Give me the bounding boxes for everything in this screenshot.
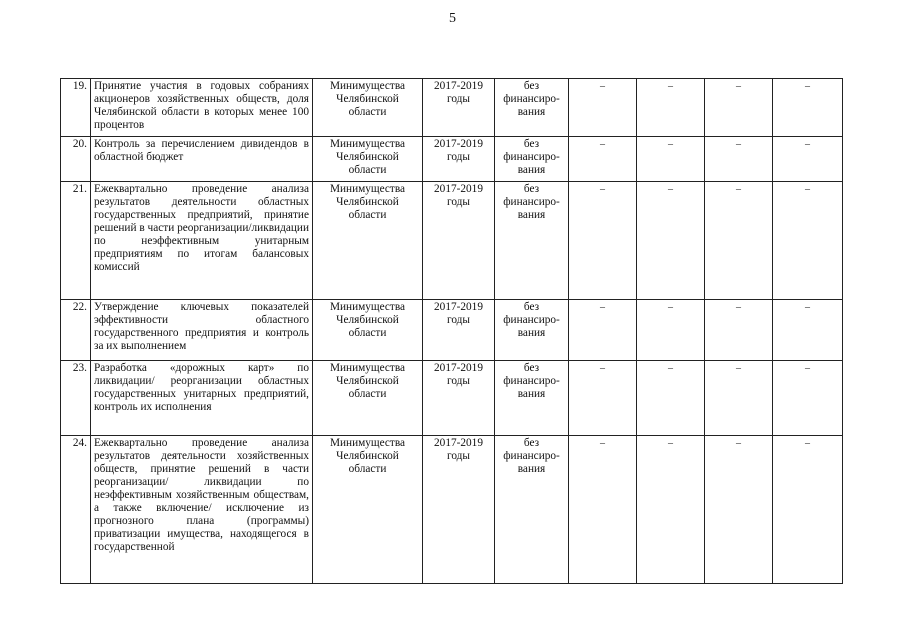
period: 2017-2019 годы: [423, 361, 495, 436]
dash-value: –: [736, 438, 741, 449]
dash-value: –: [736, 81, 741, 92]
dash-value: –: [668, 81, 673, 92]
dash-value: –: [600, 302, 605, 313]
dash-value: –: [668, 363, 673, 374]
row-number: 23.: [61, 361, 91, 436]
financing: без финансиро-вания: [495, 436, 569, 584]
dash-value: –: [736, 363, 741, 374]
period: 2017-2019 годы: [423, 300, 495, 361]
dash-value: –: [736, 139, 741, 150]
period: 2017-2019 годы: [423, 137, 495, 182]
executor: Минимущества Челябинской области: [313, 137, 423, 182]
table-row: [61, 79, 843, 137]
dash-value: –: [805, 363, 810, 374]
period: 2017-2019 годы: [423, 79, 495, 137]
table-row: [61, 182, 843, 300]
page-number: 5: [449, 11, 456, 26]
measure-name: Принятие участия в годовых собраниях акционеров хозяйственных обществ, доля Челябинской области в которых менее 100 процентов: [91, 79, 313, 137]
row-number: 19.: [61, 79, 91, 137]
financing: без финансиро-вания: [495, 300, 569, 361]
dash-value: –: [600, 139, 605, 150]
dash-value: –: [600, 81, 605, 92]
dash-value: –: [668, 302, 673, 313]
dash-value: –: [736, 184, 741, 195]
measures-table: [60, 78, 843, 584]
dash-value: –: [600, 363, 605, 374]
executor: Минимущества Челябинской области: [313, 300, 423, 361]
dash-value: –: [600, 184, 605, 195]
financing: без финансиро-вания: [495, 79, 569, 137]
dash-value: –: [668, 438, 673, 449]
financing: без финансиро-вания: [495, 182, 569, 300]
executor: Минимущества Челябинской области: [313, 361, 423, 436]
financing: без финансиро-вания: [495, 361, 569, 436]
measure-name: Утверждение ключевых показателей эффективности областного государственного предприятия и контроль за их выполнением: [91, 300, 313, 361]
dash-value: –: [668, 139, 673, 150]
dash-value: –: [805, 184, 810, 195]
row-number: 24.: [61, 436, 91, 584]
row-number: 21.: [61, 182, 91, 300]
financing: без финансиро-вания: [495, 137, 569, 182]
executor: Минимущества Челябинской области: [313, 436, 423, 584]
table-row: [61, 436, 843, 584]
dash-value: –: [600, 438, 605, 449]
measure-name: Контроль за перечислением дивидендов в областной бюджет: [91, 137, 313, 182]
period: 2017-2019 годы: [423, 182, 495, 300]
executor: Минимущества Челябинской области: [313, 79, 423, 137]
row-number: 22.: [61, 300, 91, 361]
dash-value: –: [668, 184, 673, 195]
measure-name: Разработка «дорожных карт» по ликвидации/ реорганизации областных государственных унитарных предприятий, контроль их исполнения: [91, 361, 313, 436]
row-number: 20.: [61, 137, 91, 182]
table-row: [61, 137, 843, 182]
dash-value: –: [805, 438, 810, 449]
dash-value: –: [805, 302, 810, 313]
executor: Минимущества Челябинской области: [313, 182, 423, 300]
table-row: [61, 300, 843, 361]
measure-name: Ежеквартально проведение анализа результатов деятельности областных государственных предприятий, принятие решений в части реорганизации/ликвидации по неэффективным унитарным предприятиям по итогам балансовых комиссий: [91, 182, 313, 300]
period: 2017-2019 годы: [423, 436, 495, 584]
dash-value: –: [736, 302, 741, 313]
dash-value: –: [805, 81, 810, 92]
dash-value: –: [805, 139, 810, 150]
table-row: [61, 361, 843, 436]
measure-name: Ежеквартально проведение анализа результатов деятельности хозяйственных обществ, принятие решений в части реорганизации/ ликвидации по неэффективным хозяйственным обществам, а также включение/ исключение из прогнозного плана (программы) приватизации имущества, находящегося в государственной: [91, 436, 313, 584]
